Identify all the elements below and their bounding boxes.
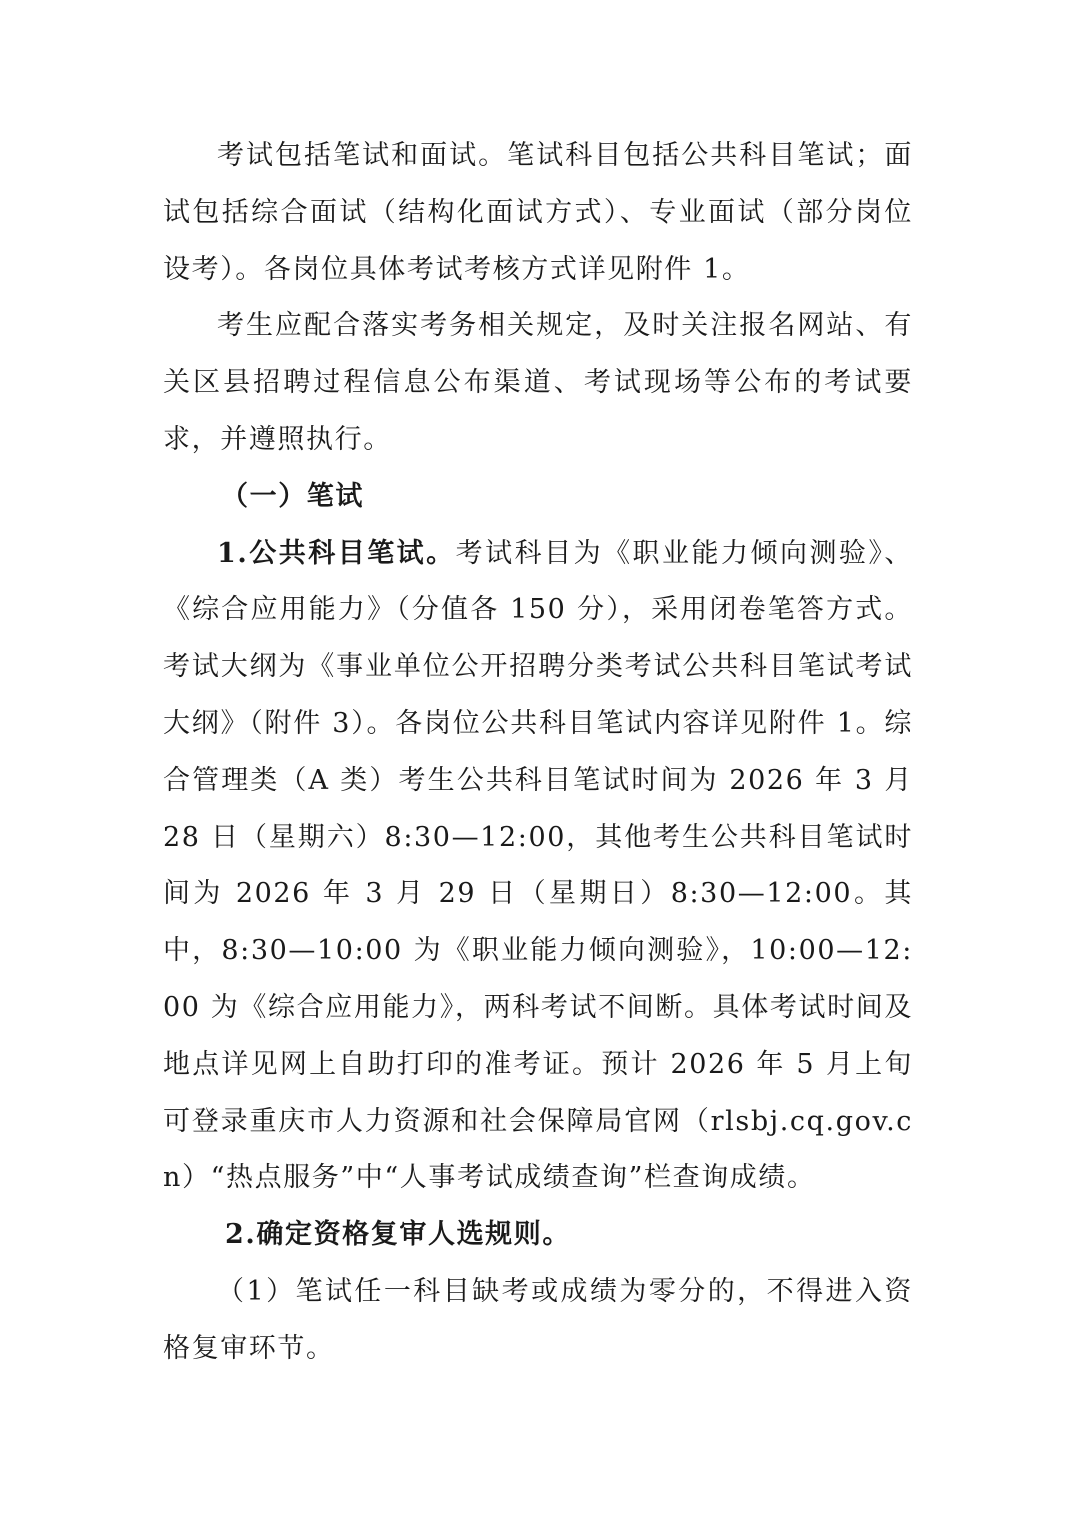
- paragraph-rule-1: （1）笔试任一科目缺考或成绩为零分的，不得进入资格复审环节。: [163, 1275, 913, 1364]
- paragraph-exam-composition: 考试包括笔试和面试。笔试科目包括公共科目笔试；面试包括综合面试（结构化面试方式）、专业面试（部分岗位设考）。各岗位具体考试考核方式详见附件 1。: [163, 140, 913, 285]
- section-heading-written-exam: （一）笔试: [221, 480, 364, 512]
- document-body: [163, 128, 913, 1378]
- subheading-qualification-rules: 2.确定资格复审人选规则。: [225, 1219, 571, 1251]
- paragraph-public-subject-exam: [163, 526, 913, 1208]
- paragraph-body-public-subject: 考试科目为《职业能力倾向测验》、《综合应用能力》（分值各 150 分），采用闭卷笔答方式。考试大纲为《事业单位公开招聘分类考试公共科目笔试考试大纲》（附件 3）。各岗位公共科目笔试内容详见附件 1。综合管理类（A 类）考生公共科目笔试时间为 2026 年 3 月 28 日（星期六）8:30—12:00，其他考生公共科目笔试时间为 2026 年 3 月 29 日（星期日）8:30—12:00。其中，8:30—10:00 为《职业能力倾向测验》，10:00—12:00 为《综合应用能力》，两科考试不间断。具体考试时间及地点详见网上自助打印的准考证。预计 2026 年 5 月上旬可登录重庆市人力资源和社会保障局官网（rlsbj.cq.gov.cn）“热点服务”中“人事考试成绩查询”栏查询成绩。: [163, 537, 913, 1194]
- paragraph-lead-public-subject: 1.公共科目笔试。: [217, 537, 456, 569]
- paragraph-exam-rules: 考生应配合落实考务相关规定，及时关注报名网站、有关区县招聘过程信息公布渠道、考试现场等公布的考试要求，并遵照执行。: [163, 310, 913, 455]
